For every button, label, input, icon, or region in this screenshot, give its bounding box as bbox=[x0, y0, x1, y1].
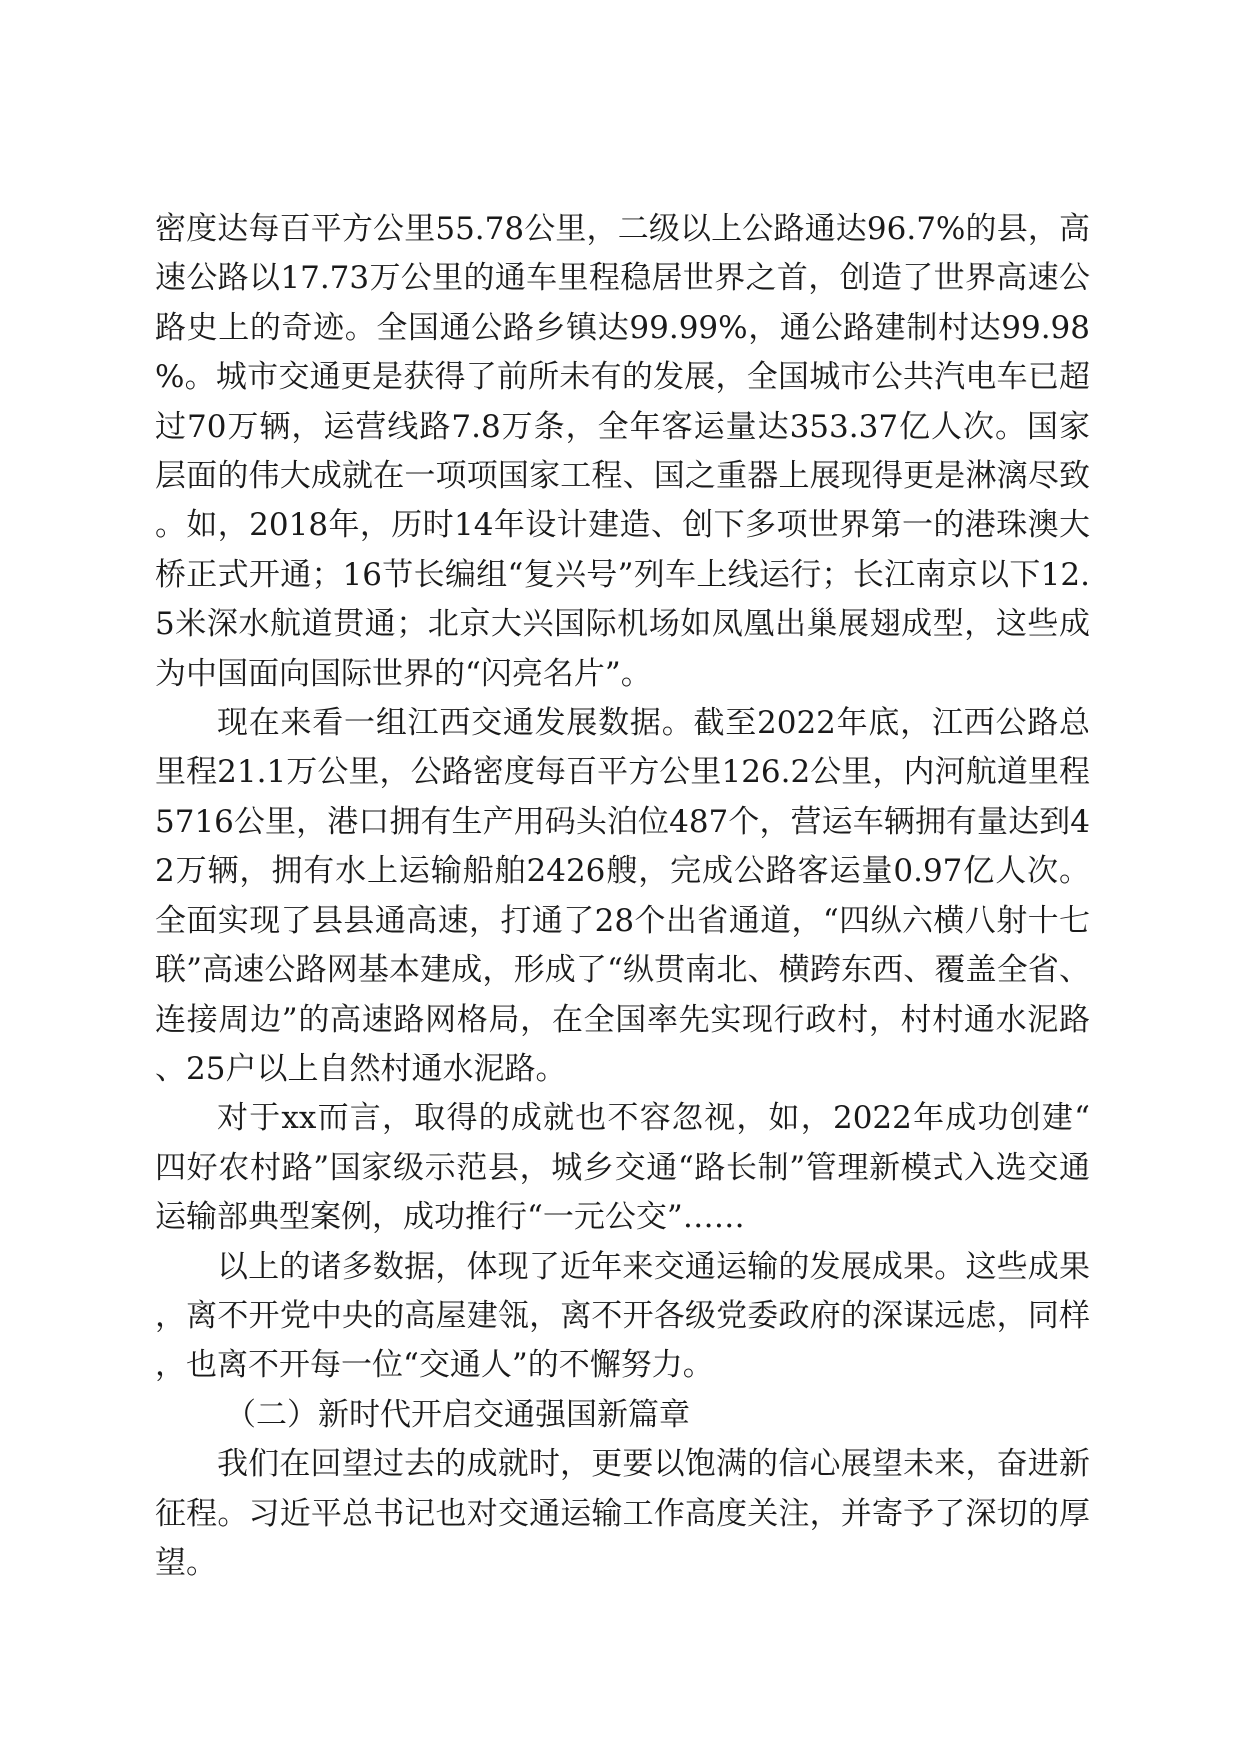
paragraph-local-achievements: 对于xx而言，取得的成就也不容忽视，如，2022年成功创建“四好农村路”国家级示范县，城乡交通“路长制”管理新模式入选交通运输部典型案例，成功推行“一元公交”…… bbox=[155, 1100, 1090, 1236]
paragraph-summary: 以上的诸多数据，体现了近年来交通运输的发展成果。这些成果，离不开党中央的高屋建瓴，离不开各级党委政府的深谋远虑，同样，也离不开每一位“交通人”的不懈努力。 bbox=[155, 1248, 1090, 1384]
paragraph-closing: 我们在回望过去的成就时，更要以饱满的信心展望未来，奋进新征程。习近平总书记也对交通运输工作高度关注，并寄予了深切的厚望。 bbox=[155, 1446, 1090, 1581]
paragraph-national-transport-achievements: 密度达每百平方公里55.78公里，二级以上公路通达96.7%的县，高速公路以17.73万公里的通车里程稳居世界之首，创造了世界高速公路史上的奇迹。全国通公路乡镇达99.99%，通公路建制村达99.98%。城市交通更是获得了前所未有的发展，全国城市公共汽电车已超过70万辆，运营线路7.8万条，全年客运量达353.37亿人次。国家层面的伟大成就在一项项国家工程、国之重器上展现得更是淋漓尽致。如，2018年，历时14年设计建造、创下多项世界第一的港珠澳大桥正式开通；16节长编组“复兴号”列车上线运行；长江南京以下12.5米深水航道贯通；北京大兴国际机场如凤凰出巢展翅成型，这些成为中国面向国际世界的“闪亮名片”。 bbox=[155, 211, 1090, 692]
section-subheading: （二）新时代开启交通强国新篇章 bbox=[225, 1396, 690, 1433]
paragraph-jiangxi-transport-data: 现在来看一组江西交通发展数据。截至2022年底，江西公路总里程21.1万公里，公路密度每百平方公里126.2公里，内河航道里程5716公里，港口拥有生产用码头泊位487个，营运车辆拥有量达到42万辆，拥有水上运输船舶2426艘，完成公路客运量0.97亿人次。全面实现了县县通高速，打通了28个出省通道，“四纵六横八射十七联”高速公路网基本建成，形成了“纵贯南北、横跨东西、覆盖全省、连接周边”的高速路网格局，在全国率先实现行政村，村村通水泥路、25户以上自然村通水泥路。 bbox=[155, 705, 1090, 1087]
document-body bbox=[155, 205, 1090, 1588]
